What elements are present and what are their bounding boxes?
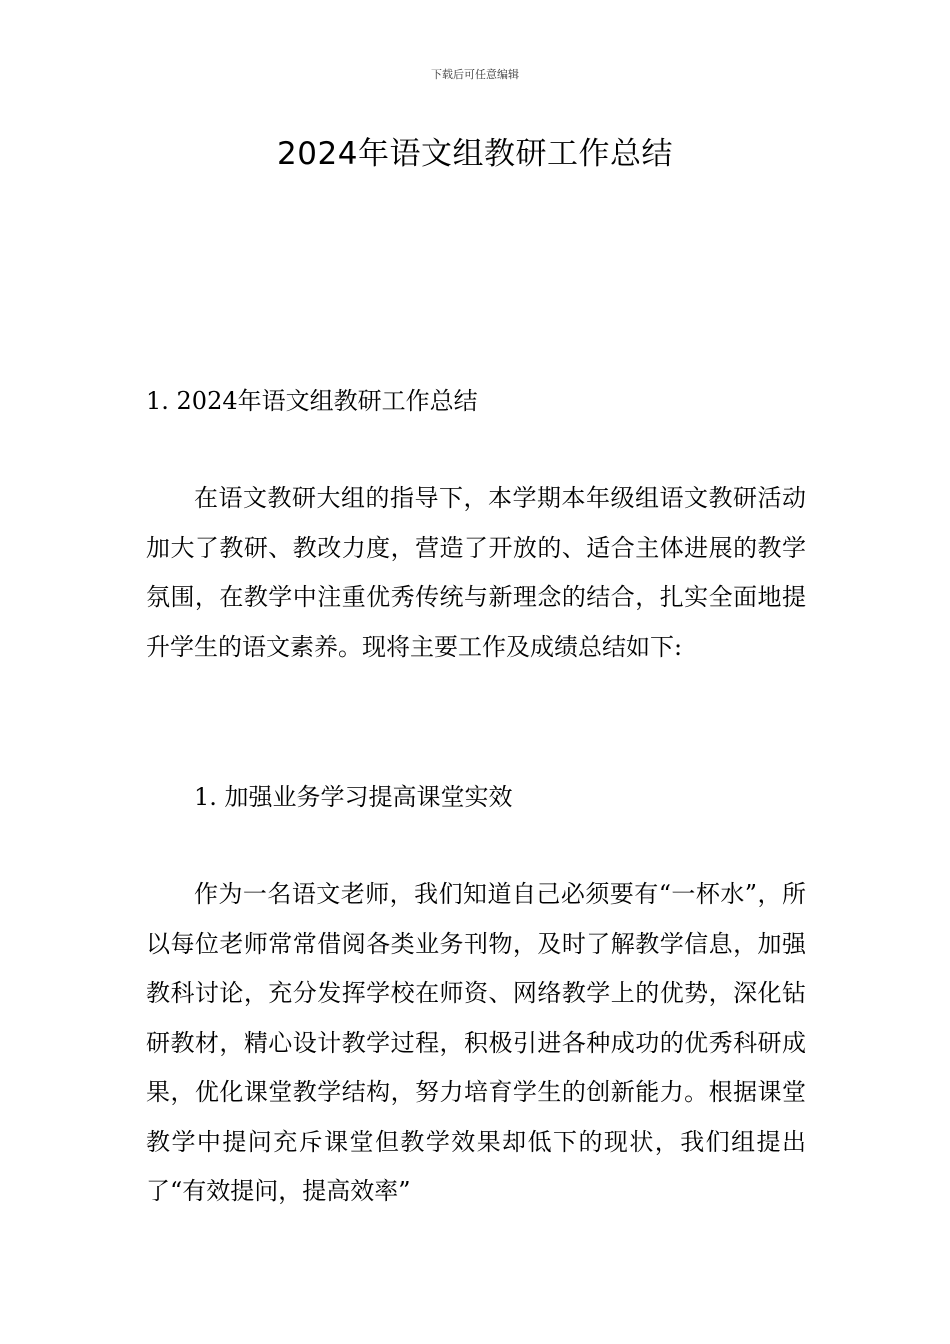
- subheading: [146, 773, 806, 823]
- section-heading: [146, 377, 806, 427]
- body-paragraph-text: 作为一名语文老师，我们知道自己必须要有“一杯水”，所以每位老师常常借阅各类业务刊物，及时了解教学信息，加强教科讨论，充分发挥学校在师资、网络教学上的优势，深化钻研教材，精心设计教学过程，积极引进各种成功的优秀科研成果，优化课堂教学结构，努力培育学生的创新能力。根据课堂教学中提问充斥课堂但教学效果却低下的现状，我们组提出了“有效提问，提高效率”: [146, 880, 806, 1205]
- intro-paragraph-text: 在语文教研大组的指导下，本学期本年级组语文教研活动加大了教研、教改力度，营造了开放的、适合主体进展的教学氛围，在教学中注重优秀传统与新理念的结合，扎实全面地提升学生的语文素养。现将主要工作及成绩总结如下:: [146, 484, 806, 661]
- subheading-text: 1. 加强业务学习提高课堂实效: [194, 783, 513, 811]
- section-heading-text: 1. 2024年语文组教研工作总结: [146, 387, 478, 415]
- body-paragraph: [146, 870, 806, 1217]
- intro-paragraph: [146, 474, 806, 672]
- document-title: 2024年语文组教研工作总结: [277, 136, 673, 172]
- download-note: 下载后可任意编辑: [431, 68, 519, 81]
